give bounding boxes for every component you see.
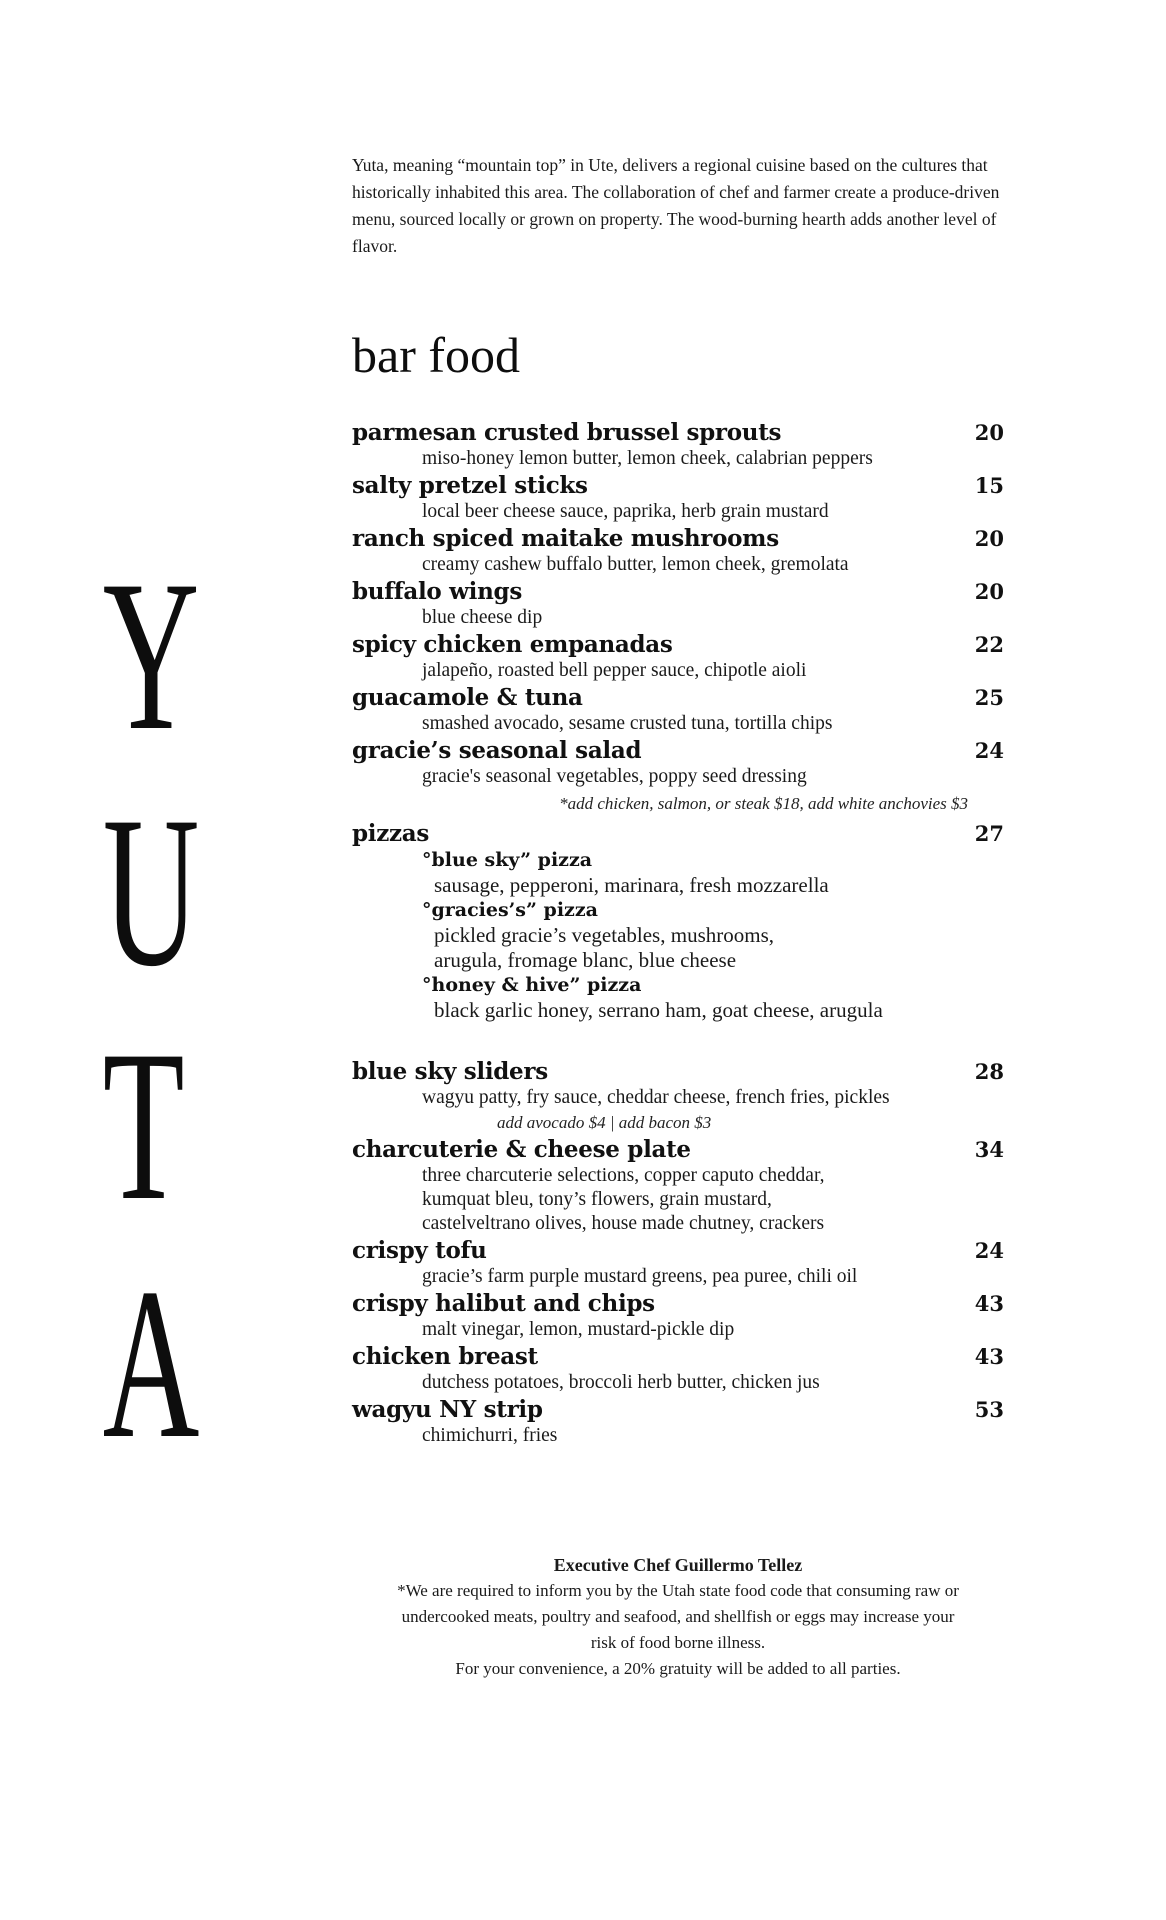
- item-name: crispy tofu: [352, 1237, 487, 1264]
- item-price: 53: [974, 1397, 1004, 1422]
- item-name: spicy chicken empanadas: [352, 631, 673, 658]
- item-description: gracie's seasonal vegetables, poppy seed dressing: [422, 766, 807, 787]
- item-name: gracie’s seasonal salad: [352, 737, 642, 764]
- section-gap: [352, 1023, 1004, 1057]
- menu-item: [352, 577, 1004, 630]
- item-description: smashed avocado, sesame crusted tuna, tortilla chips: [422, 713, 833, 734]
- menu-item: [352, 1395, 1004, 1448]
- item-price: 34: [974, 1137, 1004, 1162]
- item-name: buffalo wings: [352, 578, 522, 605]
- item-description: malt vinegar, lemon, mustard-pickle dip: [422, 1319, 735, 1340]
- item-price: 20: [974, 526, 1004, 551]
- item-description: creamy cashew buffalo butter, lemon cheek, gremolata: [422, 554, 849, 575]
- menu-item: [352, 1135, 1004, 1236]
- item-name: wagyu NY strip: [352, 1396, 543, 1423]
- logo-letter-u: U: [102, 772, 200, 1011]
- pizza-description: pickled gracie’s vegetables, mushrooms,: [434, 923, 774, 947]
- item-description: kumquat bleu, tony’s flowers, grain mustard,: [422, 1189, 772, 1210]
- item-description: chimichurri, fries: [422, 1425, 558, 1446]
- menu-item: [352, 471, 1004, 524]
- item-price: 27: [974, 821, 1004, 846]
- logo-letter-t: T: [102, 1006, 185, 1245]
- menu-item: [352, 418, 1004, 471]
- menu-item: [352, 1236, 1004, 1289]
- item-addon-note: add avocado $4 | add bacon $3: [497, 1113, 712, 1132]
- intro-paragraph: Yuta, meaning “mountain top” in Ute, delivers a regional cuisine based on the cultures that historically inhabited this area. The collaboration of chef and farmer create a produce-driven menu, sourced locally or grown on property. The wood-burning hearth adds another level of flavor.: [352, 155, 1000, 256]
- menu-list: [352, 418, 1004, 1448]
- item-name: ranch spiced maitake mushrooms: [352, 525, 779, 552]
- item-name: crispy halibut and chips: [352, 1290, 655, 1317]
- executive-chef: Executive Chef Guillermo Tellez: [553, 1555, 803, 1575]
- footer-line: undercooked meats, poultry and seafood, and shellfish or eggs may increase your: [401, 1607, 955, 1626]
- item-name: charcuterie & cheese plate: [352, 1136, 691, 1163]
- logo-letter-y: Y: [102, 536, 200, 775]
- item-name: guacamole & tuna: [352, 684, 583, 711]
- pizza-description: black garlic honey, serrano ham, goat cheese, arugula: [434, 998, 883, 1022]
- item-name: chicken breast: [352, 1343, 538, 1370]
- item-price: 28: [974, 1059, 1004, 1084]
- item-price: 20: [974, 420, 1004, 445]
- item-price: 15: [974, 473, 1004, 498]
- item-name: blue sky sliders: [352, 1058, 548, 1085]
- pizza-description: arugula, fromage blanc, blue cheese: [434, 948, 737, 972]
- item-description: miso-honey lemon butter, lemon cheek, calabrian peppers: [422, 448, 873, 469]
- menu-item: [352, 1289, 1004, 1342]
- menu-item: [352, 1057, 1004, 1135]
- pizza-name: °gracies’s” pizza: [422, 899, 598, 921]
- item-price: 24: [974, 738, 1004, 763]
- menu-item: [352, 524, 1004, 577]
- item-description: castelveltrano olives, house made chutney, crackers: [422, 1213, 825, 1234]
- item-name: parmesan crusted brussel sprouts: [352, 419, 782, 446]
- footer-line: For your convenience, a 20% gratuity will be added to all parties.: [455, 1659, 901, 1678]
- item-price: 43: [974, 1344, 1004, 1369]
- pizza-entry: [422, 848, 1004, 898]
- item-description: blue cheese dip: [422, 607, 543, 628]
- pizza-description: sausage, pepperoni, marinara, fresh mozzarella: [434, 873, 829, 897]
- item-addon-note: *add chicken, salmon, or steak $18, add white anchovies $3: [559, 794, 968, 813]
- menu-item: [352, 630, 1004, 683]
- item-price: 20: [974, 579, 1004, 604]
- menu-item: [352, 683, 1004, 736]
- pizza-name: °honey & hive” pizza: [422, 974, 642, 996]
- menu-item: [352, 1342, 1004, 1395]
- item-name: salty pretzel sticks: [352, 472, 588, 499]
- item-price: 25: [974, 685, 1004, 710]
- pizza-entry: [422, 898, 1004, 973]
- item-description: jalapeño, roasted bell pepper sauce, chipotle aioli: [422, 660, 807, 681]
- item-name: pizzas: [352, 820, 429, 847]
- item-price: 24: [974, 1238, 1004, 1263]
- item-description: gracie’s farm purple mustard greens, pea puree, chili oil: [422, 1266, 858, 1287]
- menu-item: [352, 736, 1004, 819]
- item-price: 22: [974, 632, 1004, 657]
- pizzas-section: [352, 819, 1004, 1023]
- pizza-name: °blue sky” pizza: [422, 849, 593, 871]
- item-description: wagyu patty, fry sauce, cheddar cheese, french fries, pickles: [422, 1087, 890, 1108]
- item-price: 43: [974, 1291, 1004, 1316]
- item-description: three charcuterie selections, copper caputo cheddar,: [422, 1165, 825, 1186]
- pizza-entry: [422, 973, 1004, 1023]
- footer-line: risk of food borne illness.: [590, 1633, 766, 1652]
- logo-letter-a: A: [102, 1244, 200, 1483]
- footer: [352, 1552, 1004, 1682]
- section-title: bar food: [352, 327, 520, 383]
- footer-line: *We are required to inform you by the Utah state food code that consuming raw or: [397, 1581, 959, 1600]
- item-description: local beer cheese sauce, paprika, herb grain mustard: [422, 501, 829, 522]
- item-description: dutchess potatoes, broccoli herb butter, chicken jus: [422, 1372, 820, 1393]
